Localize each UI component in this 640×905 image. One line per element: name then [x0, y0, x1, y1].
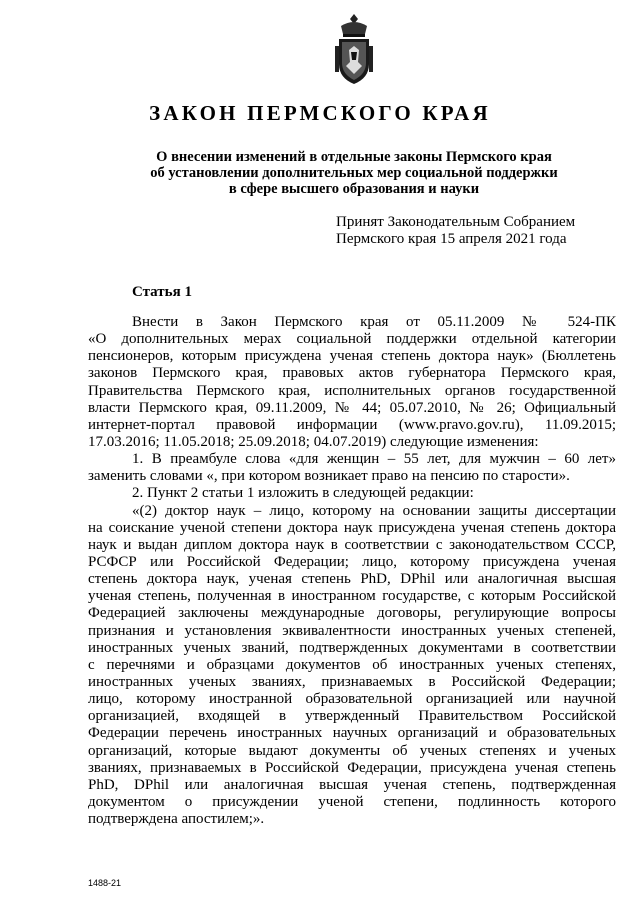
document-number: 1488-21 — [88, 878, 122, 888]
body-line: иностранных ученых званий, подтвержденных документами в соответствии — [88, 639, 616, 656]
subtitle-line: об установлении дополнительных мер социальной поддержки — [150, 165, 558, 181]
adoption-note — [336, 214, 575, 248]
body-line: РСФСР или Российской Федерации; лицо, которому присуждена ученая — [88, 553, 616, 570]
body-line: «(2) доктор наук – лицо, которому на основании защиты диссертации — [132, 502, 616, 519]
body-line: организацией, входящей в утвержденный Правительством Российской — [88, 708, 616, 725]
body-line: законов Пермского края, правовых актов губернатора Пермского края, — [88, 365, 616, 382]
body-line: 2. Пункт 2 статьи 1 изложить в следующей редакции: — [132, 485, 474, 502]
body-line: документом о присуждении ученой степени, подлинность которого — [88, 793, 616, 810]
body-line: лицо, которому иностранной образовательной организацией или научной — [88, 691, 616, 708]
body-line: заменить словами «, при котором возникает право на пенсию по старости». — [88, 468, 570, 485]
body-line: степень доктора наук, ученая степень PhD, DPhil или аналогичная высшая — [88, 571, 616, 588]
body-line: пенсионеров, которым присуждена ученая степень доктора наук» (Бюллетень — [88, 348, 616, 365]
subtitle-line: О внесении изменений в отдельные законы Пермского края — [156, 149, 552, 165]
subtitle-line: в сфере высшего образования и науки — [228, 181, 480, 197]
article-heading: Статья 1 — [132, 284, 192, 300]
body-line: с перечнями и образцами документов об иностранных ученых степенях, — [88, 656, 616, 673]
law-title: ЗАКОН ПЕРМСКОГО КРАЯ — [149, 101, 491, 125]
law-subtitle — [110, 149, 598, 197]
body-line: Федерацией заключены международные договоры, регулирующие вопросы — [88, 605, 616, 622]
body-line: интернет-портал правовой информации (www.pravo.gov.ru), 11.09.2015; — [88, 416, 616, 433]
adoption-line: Пермского края 15 апреля 2021 года — [336, 231, 567, 247]
body-line: организаций, которые выдают документы об ученых степенях и ученых — [88, 742, 616, 759]
body-line: Федерации перечень иностранных научных организаций и образовательных — [88, 725, 616, 742]
body-line: наук и выдан диплом доктора наук в соответствии с законодательством СССР, — [88, 536, 616, 553]
body-line: 1. В преамбуле слова «для женщин – 55 лет, для мужчин – 60 лет» — [132, 451, 616, 468]
body-line: на соискание ученой степени доктора наук присуждена ученая степень доктора — [88, 519, 616, 536]
body-line: «О дополнительных мерах социальной поддержки отдельной категории — [88, 331, 616, 348]
body-line: иностранных ученых званиях, признаваемых в Российской Федерации; — [88, 673, 616, 690]
body-line: PhD, DPhil или аналогичная высшая ученая степень, подтвержденная — [88, 776, 616, 793]
body-line: 17.03.2016; 11.05.2018; 25.09.2018; 04.07.2019) следующие изменения: — [88, 433, 539, 450]
article-body — [88, 314, 616, 828]
body-line: ученая степень, полученная в иностранном государстве, с которым Российской — [88, 588, 616, 605]
body-line: званиях, признаваемых в Российской Федерации, присуждена ученая степень — [88, 759, 616, 776]
body-line: власти Пермского края, 09.11.2009, № 44; 05.07.2010, № 26; Официальный — [88, 399, 616, 416]
body-line: подтверждена апостилем;». — [88, 811, 265, 828]
coat-of-arms-emblem — [331, 12, 377, 86]
body-line: признания и установления эквивалентности иностранных ученых степеней, — [88, 622, 616, 639]
body-line: Правительства Пермского края, исполнительных органов государственной — [88, 382, 616, 399]
perm-krai-coat-of-arms-icon — [331, 12, 377, 86]
body-line: Внести в Закон Пермского края от 05.11.2009 № 524-ПК — [132, 314, 616, 330]
adoption-line: Принят Законодательным Собранием — [336, 214, 576, 230]
